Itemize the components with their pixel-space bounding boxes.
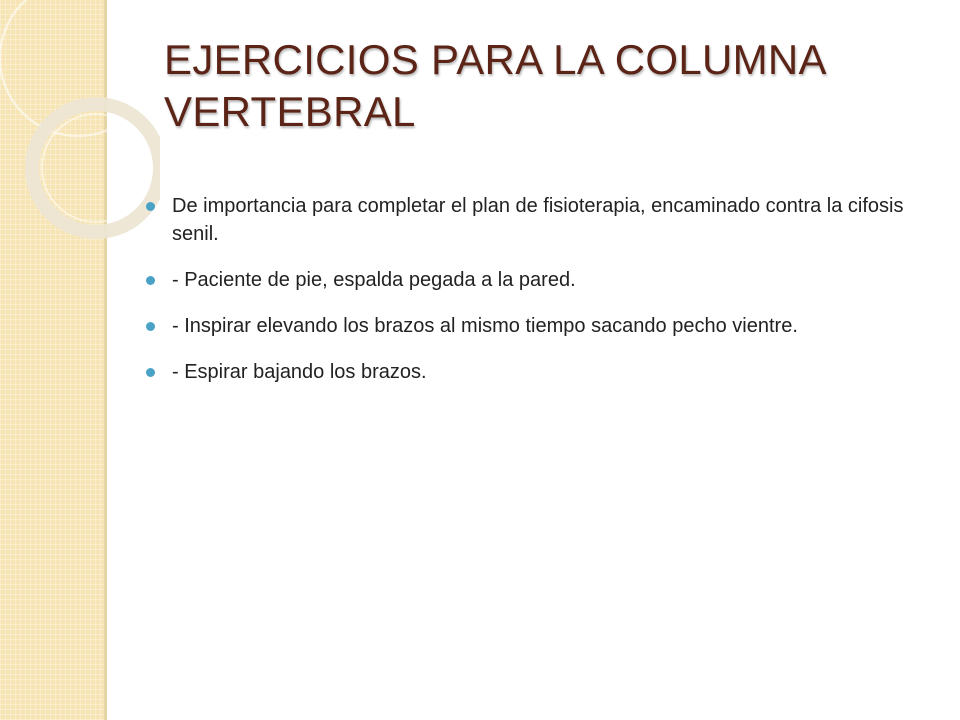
bullet-dot-icon (146, 276, 155, 285)
bullet-text: De importancia para completar el plan de fisioterapia, encaminado contra la cifosis senil. (172, 195, 904, 245)
bullet-dot-icon (146, 368, 155, 377)
decorative-circle-medium (32, 104, 160, 232)
bullet-text: - Espirar bajando los brazos. (172, 361, 427, 383)
slide-title: EJERCICIOS PARA LA COLUMNA VERTEBRAL (164, 36, 825, 135)
bullet-dot-icon (146, 322, 155, 331)
bullet-item (146, 192, 906, 248)
decorative-circle-medium-inner (42, 114, 150, 222)
bullet-item (146, 358, 906, 386)
decorative-circles (0, 0, 160, 260)
bullet-item (146, 312, 906, 340)
bullet-text: - Paciente de pie, espalda pegada a la pared. (172, 269, 576, 291)
bullet-text: - Inspirar elevando los brazos al mismo tiempo sacando pecho vientre. (172, 315, 798, 337)
bullet-item (146, 266, 906, 294)
bullet-list (146, 192, 906, 404)
bullet-dot-icon (146, 202, 155, 211)
